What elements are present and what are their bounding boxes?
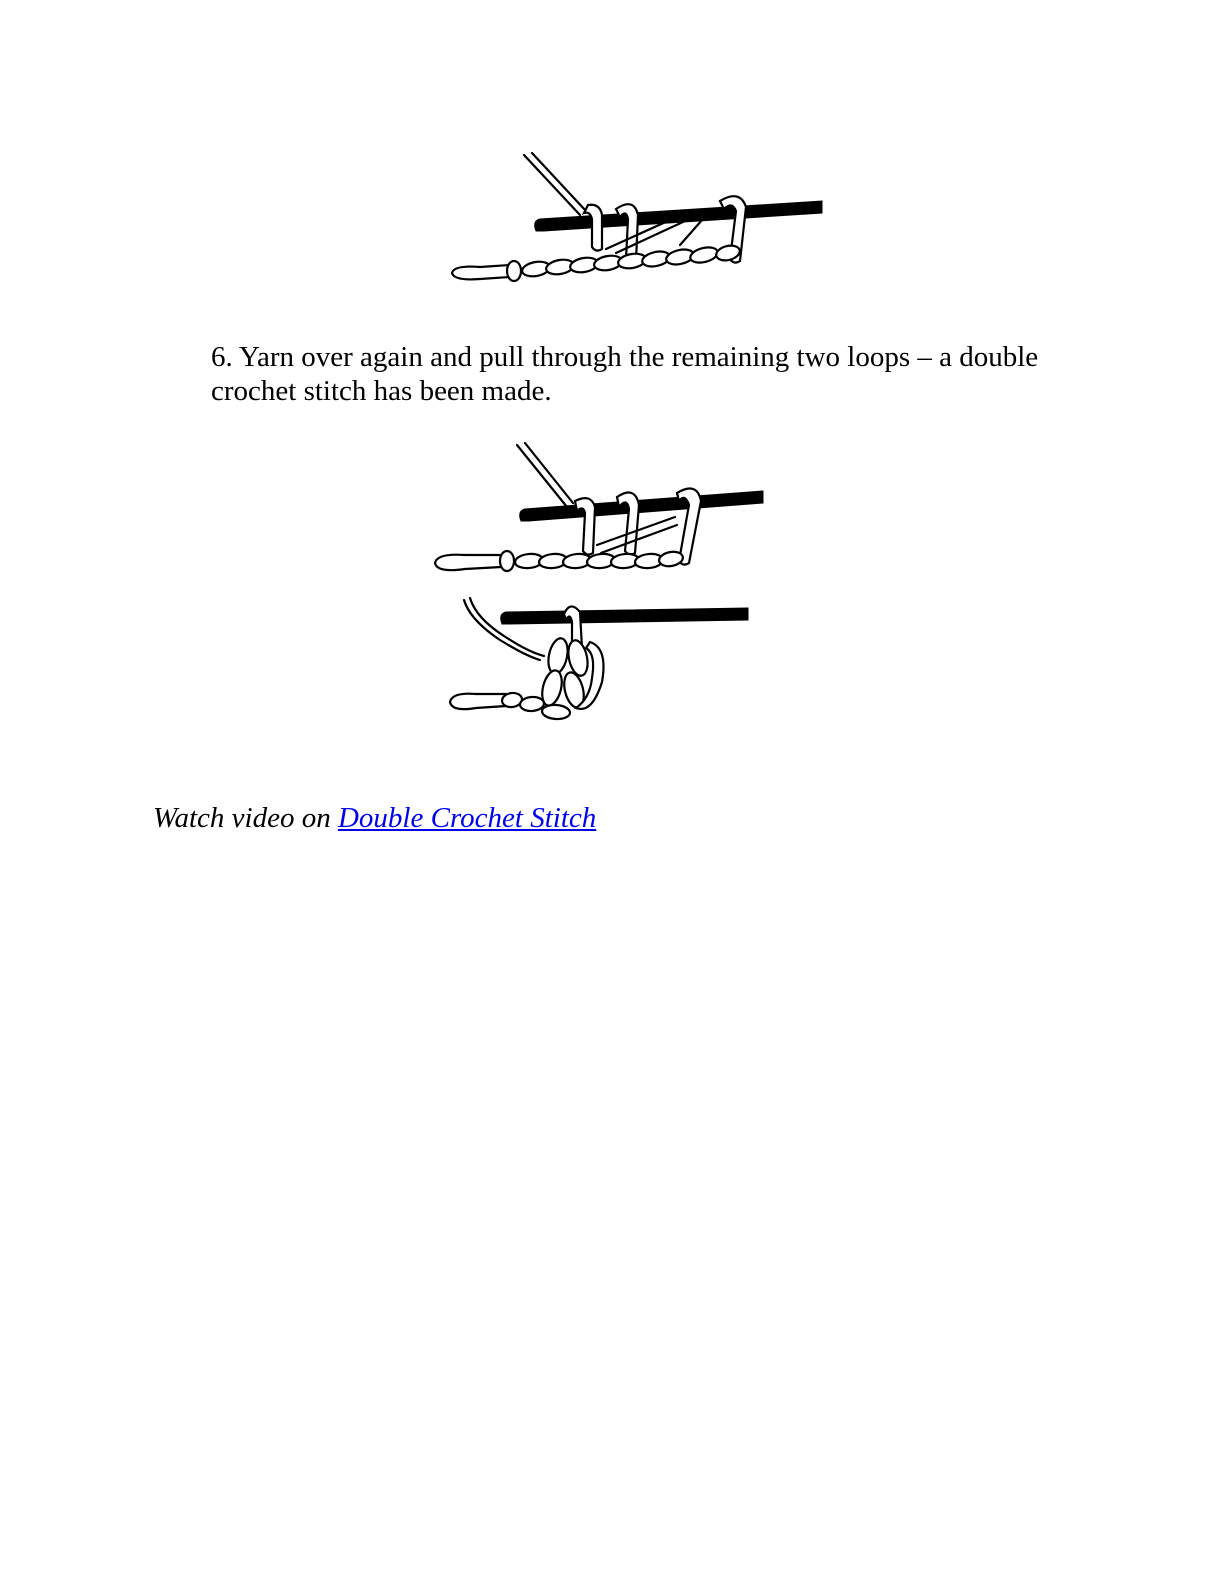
video-prefix: Watch video on (153, 802, 338, 834)
crochet-hook-pull-through-illustration (425, 435, 785, 585)
step-6-instruction: 6. Yarn over again and pull through the remaining two loops – a double crochet stitch has been made. (211, 341, 1039, 407)
double-crochet-video-link[interactable]: Double Crochet Stitch (337, 802, 597, 834)
crochet-hook-yarn-over-illustration (440, 145, 840, 295)
crochet-double-stitch-complete-illustration (440, 590, 770, 730)
video-reference (153, 801, 596, 835)
